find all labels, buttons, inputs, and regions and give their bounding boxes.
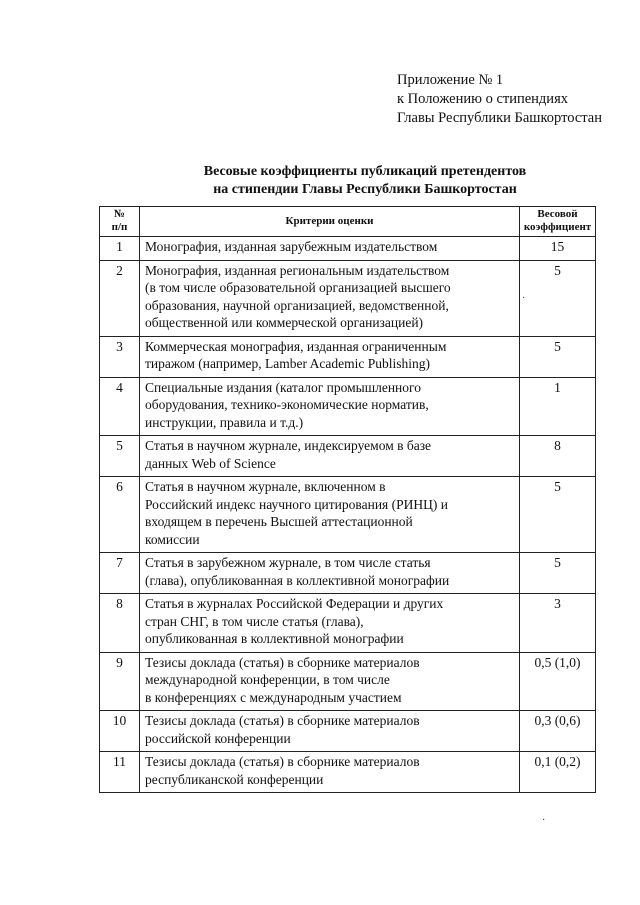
row-weight: 5 [520,553,596,594]
appendix-note [397,71,637,128]
title-line-2: на стипендии Главы Республики Башкортостан [213,182,517,197]
row-number: 6 [100,477,140,553]
row-criteria [140,377,520,436]
criteria-line: Монография, изданная региональным издательством [145,262,450,278]
table-row [100,436,596,477]
row-criteria [140,594,520,653]
criteria-line: международной конференции, в том числе [145,672,390,687]
criteria-line: (глава), опубликованная в коллективной монографии [145,572,450,588]
criteria-line: Специальные издания (каталог промышленного [145,379,421,395]
criteria-line: Коммерческая монография, изданная ограниченным [145,338,447,354]
appendix-line-1: Приложение № 1 [397,72,504,88]
row-number: 9 [100,652,140,711]
criteria-line: образования, научной организацией, ведомственной, [145,297,449,313]
header-weight-line-2: коэффициент [523,221,592,233]
criteria-line: входящем в перечень Высшей аттестационной [145,514,413,529]
row-criteria [140,553,520,594]
row-weight: 0,1 (0,2) [520,752,596,793]
row-number: 2 [100,260,140,336]
row-number: 10 [100,711,140,752]
row-weight: 1 [520,377,596,436]
criteria-line: Статья в зарубежном журнале, в том числе статья [145,555,431,570]
row-criteria [140,652,520,711]
row-weight: 3 [520,594,596,653]
row-criteria [140,237,520,261]
appendix-line-3: Главы Республики Башкортостан [397,110,602,126]
header-number-line-1: № [113,208,126,220]
table-row [100,594,596,653]
row-number: 7 [100,553,140,594]
row-number: 11 [100,752,140,793]
table-row [100,752,596,793]
criteria-line: Монография, изданная зарубежным издательством [145,239,438,254]
table-row [100,237,596,261]
table-row [100,652,596,711]
table-row [100,711,596,752]
row-number: 1 [100,237,140,261]
row-weight: 5 [520,477,596,553]
table-row [100,477,596,553]
criteria-line: оборудования, технико-экономические норматив, [145,397,429,412]
row-weight: 15 [520,237,596,261]
criteria-line: тиражом (например, Lamber Academic Publishing) [145,356,430,371]
scan-speck: · [522,293,526,304]
table-body [100,237,596,793]
row-weight: 5 [520,260,596,336]
criteria-line: республиканской конференции [145,771,324,787]
header-criteria: Критерии оценки [140,207,520,237]
criteria-line: опубликованная в коллективной монографии [145,631,404,646]
criteria-line: Статья в научном журнале, индексируемом в базе [145,438,432,453]
row-number: 4 [100,377,140,436]
criteria-line: Статья в журналах Российской Федерации и других [145,596,444,611]
table-row [100,553,596,594]
appendix-line-2: к Положению о стипендиях [397,91,568,107]
criteria-line: Тезисы доклада (статья) в сборнике материалов [145,754,420,769]
criteria-line: Тезисы доклада (статья) в сборнике материалов [145,654,420,670]
row-criteria [140,336,520,377]
row-weight: 5 [520,336,596,377]
row-weight: 0,5 (1,0) [520,652,596,711]
criteria-line: данных Web of Science [145,455,276,471]
row-number: 8 [100,594,140,653]
row-weight: 0,3 (0,6) [520,711,596,752]
header-number [100,207,140,237]
table-row [100,336,596,377]
row-criteria [140,477,520,553]
criteria-line: общественной или коммерческой организацией) [145,315,424,330]
row-criteria [140,752,520,793]
title-line-1: Весовые коэффициенты публикаций претендентов [203,164,527,179]
row-weight: 8 [520,436,596,477]
criteria-line: (в том числе образовательной организацией высшего [145,280,451,295]
row-criteria [140,260,520,336]
criteria-line: комиссии [145,531,200,547]
row-number: 5 [100,436,140,477]
criteria-line: российской конференции [145,730,291,746]
scan-speck: · [542,815,546,826]
header-weight-line-1: Весовой [537,208,578,220]
document-title [100,163,630,199]
criteria-line: Тезисы доклада (статья) в сборнике материалов [145,713,420,728]
criteria-line: инструкции, правила и т.д.) [145,414,304,430]
criteria-line: в конференциях с международным участием [145,689,402,705]
row-number: 3 [100,336,140,377]
table-header-row [100,207,596,237]
row-criteria [140,436,520,477]
criteria-line: Статья в научном журнале, включенном в [145,479,386,494]
row-criteria [140,711,520,752]
criteria-line: стран СНГ, в том числе статья (глава), [145,613,364,629]
header-number-line-2: п/п [111,221,128,233]
header-weight [520,207,596,237]
criteria-line: Российский индекс научного цитирования (РИНЦ) и [145,496,448,512]
table-row [100,377,596,436]
